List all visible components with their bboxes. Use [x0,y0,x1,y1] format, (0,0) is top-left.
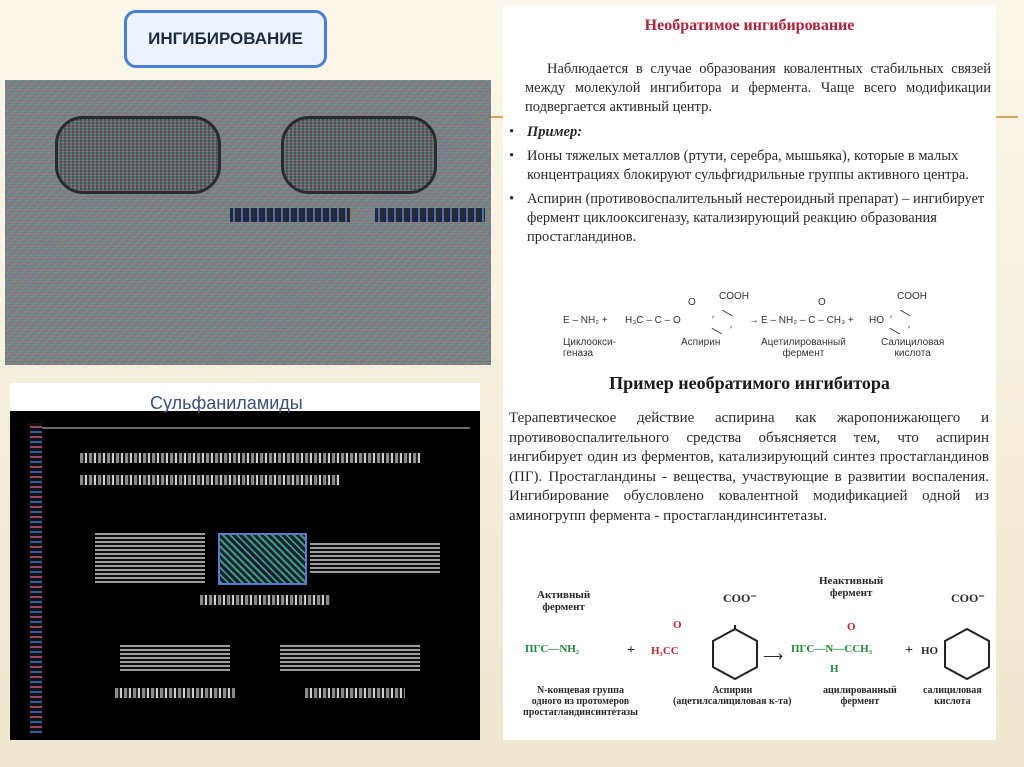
aspirin-mechanism-scheme [523,573,993,733]
active-enzyme-label: Активный фермент [537,589,591,613]
product-formula: E – NH₂ – C – CH₃ + [761,315,854,326]
label-acylated-enzyme: ацилированный фермент [823,685,897,707]
corrupted-image-top [5,80,491,365]
glitch-column-left [30,423,42,733]
cooh-label-1: COOH [719,291,749,302]
carbonyl-o-2: O [818,297,826,308]
noisy-label-right [375,208,485,222]
glitch-text-line-1 [80,453,420,463]
pgs-nh2-formula: ПГС—NH₂ [525,643,580,655]
coo-label-2: COO⁻ [951,591,985,605]
label-n-terminal: N-концевая группа одного из протомеров простагландинсинтетазы [523,685,638,718]
bullet-list [503,123,996,252]
glitch-text-line-2 [80,475,340,485]
corrupted-image-bottom [10,383,480,740]
glitch-caption-2 [115,688,235,698]
glitch-structure-1 [95,533,205,583]
cooh-label-2: COOH [897,291,927,302]
plus-sign-2: + [905,643,913,658]
noisy-oval-left [55,116,221,194]
label-salicylic-acid: Салициловая кислота [881,337,945,359]
doc-title: Необратимое ингибирование [644,17,855,34]
list-item [503,123,996,142]
glitch-structure-2 [218,533,307,585]
example-label: Пример: [527,124,583,140]
glitch-structure-5 [280,643,420,671]
glitch-structure-4 [120,645,230,671]
enzyme-formula: E – NH₂ + [563,315,608,326]
aspirin-formula: H₃C – C – O [625,315,681,326]
label-aspirin-2: Аспирин (ацетилсалициловая к-та) [673,685,792,707]
glitch-caption-1 [200,595,330,605]
aspirin-reaction-scheme [563,287,983,367]
reaction-arrow: → [749,315,759,326]
list-item: • Аспирин (противовоспалительный нестероидный препарат) – ингибирует фермент циклооксигеназу, катализирующий реакцию образования простагландинов. [503,190,996,247]
arrow-icon: ⟶ [763,650,784,665]
intro-paragraph: Наблюдается в случае образования ковалентных стабильных связей между молекулой ингибитора и фермента. Чаще всего модификации подвергается активный центр. [525,61,991,115]
hydroxyl-label-2: HO [921,645,939,657]
benzene-ring-icon-2 [885,307,915,337]
document-panel [503,5,996,740]
aspirin-ring-icon [709,625,761,683]
plus-sign: + [627,643,635,658]
nh-hydrogen: H [830,663,839,675]
inactive-enzyme-label: Неактивный фермент [819,575,884,599]
salicylic-ring-icon [941,625,993,683]
inhibition-title-box: ИНГИБИРОВАНИЕ [124,10,327,68]
acetyl-o: O [673,619,682,631]
list-item: • Ионы тяжелых металлов (ртути, серебра, мышьяка), которые в малых концентрациях блокируют сульфгидрильные группы активного центра. [503,147,996,185]
section-heading: Пример необратимого ингибитора [609,373,890,393]
noisy-label-left [230,208,350,222]
coo-label-1: COO⁻ [723,591,757,605]
carbonyl-o-1: O [688,297,696,308]
aspirin-paragraph: Терапевтическое действие аспирина как жаропонижающего и противовоспалительного средства объясняется тем, что аспирин ингибирует один из ферментов, катализирующий синтез простагландинов (ПГ). Простагландины - вещества, участвующие в развитии воспаления. Ингибирование обусловлено ковалентной модификацией одной из аминогрупп фермента - простагландинсинтетазы. [509,410,989,524]
acylated-formula: ПГС—N—CCH₃ [791,643,873,655]
glitch-caption-3 [305,688,405,698]
hydroxyl-label: HO [869,315,884,326]
sulfonamides-heading: Сульфаниламиды [150,393,303,413]
glitch-structure-3 [310,543,440,573]
carbonyl-o-red: O [847,621,856,633]
benzene-ring-icon [707,307,737,337]
label-acetylated-enzyme: Ацетилированный фермент [761,337,846,359]
acetyl-formula: H₃CC [651,645,679,657]
label-cyclooxygenase: Циклоокси- геназа [563,337,616,359]
header-rule [30,427,470,429]
noisy-oval-right [281,116,437,194]
label-aspirin: Аспирин [681,337,721,348]
label-salicylic-acid-2: салициловая кислота [923,685,982,707]
